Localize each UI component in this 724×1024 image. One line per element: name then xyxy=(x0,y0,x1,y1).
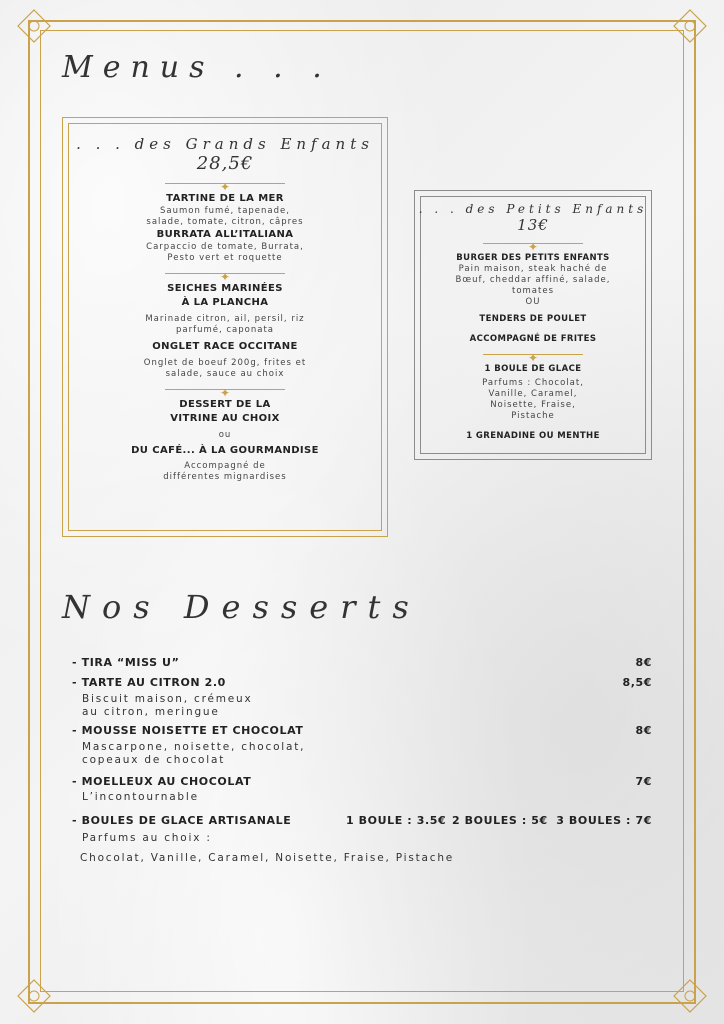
menu-item-name: ACCOMPAGNÉ DE FRITES xyxy=(469,334,597,344)
menu-item-desc: Saumon fumé, tapenade, xyxy=(160,206,290,216)
menu-item-desc: Pain maison, steak haché de xyxy=(458,264,608,274)
menu-item-name: VITRINE AU CHOIX xyxy=(170,413,280,424)
menu-item-name: TENDERS DE POULET xyxy=(479,314,587,324)
menu-item-name: DU CAFÉ... À LA GOURMANDISE xyxy=(131,445,319,456)
grands-title: . . . des Grands Enfants xyxy=(76,135,374,153)
menu-item-desc: Parfums : Chocolat, xyxy=(482,378,584,388)
dessert-name: - TIRA “MISS U” xyxy=(72,656,180,669)
corner-ornament-icon xyxy=(670,976,710,1016)
menu-item-name: BURGER DES PETITS ENFANTS xyxy=(456,253,610,263)
corner-ornament-icon xyxy=(14,976,54,1016)
menu-item-name: À LA PLANCHA xyxy=(181,297,269,308)
dessert-name: - TARTE AU CITRON 2.0 xyxy=(72,676,226,689)
menu-item-desc: Marinade citron, ail, persil, riz xyxy=(145,314,305,324)
corner-ornament-icon xyxy=(670,6,710,46)
menu-item-desc: Pistache xyxy=(511,411,555,421)
petits-title: . . . des Petits Enfants xyxy=(418,202,648,216)
menu-item-desc: différentes mignardises xyxy=(163,472,287,482)
menu-item-desc: salade, tomate, citron, câpres xyxy=(146,217,304,227)
menu-item-name: SEICHES MARINÉES xyxy=(167,283,283,294)
dessert-flavours: Chocolat, Vanille, Caramel, Noisette, Fraise, Pistache xyxy=(80,852,455,864)
dessert-price: 1 BOULE : 3.5€ xyxy=(346,814,447,827)
menu-item-desc: Noisette, Fraise, xyxy=(490,400,576,410)
dessert-row xyxy=(72,814,652,827)
petits-price: 13€ xyxy=(517,216,549,234)
dessert-price: 3 BOULES : 7€ xyxy=(556,814,652,827)
menu-item-desc: Onglet de boeuf 200g, frites et xyxy=(143,358,307,368)
menu-grands-enfants xyxy=(62,117,388,537)
menu-item-name: 1 GRENADINE OU MENTHE xyxy=(466,431,600,441)
dessert-row xyxy=(72,656,652,669)
dessert-desc: Mascarpone, noisette, chocolat, xyxy=(82,741,306,753)
menu-item-name: DESSERT DE LA xyxy=(179,399,271,410)
dessert-desc: L’incontournable xyxy=(82,791,199,803)
separator: ✦ xyxy=(165,382,285,396)
menu-item-name: 1 BOULE DE GLACE xyxy=(484,364,582,374)
menu-petits-enfants xyxy=(414,190,652,460)
menu-item-desc: Pesto vert et roquette xyxy=(167,253,283,263)
menu-or: OU xyxy=(525,297,541,307)
dessert-desc: au citron, meringue xyxy=(82,706,220,718)
menu-item-desc: Accompagné de xyxy=(184,461,266,471)
separator: ✦ xyxy=(483,236,583,250)
menu-item-desc: tomates xyxy=(511,286,554,296)
dessert-row xyxy=(72,724,652,737)
separator: ✦ xyxy=(483,347,583,361)
menu-item-name: TARTINE DE LA MER xyxy=(166,193,284,204)
menu-item-desc: salade, sauce au choix xyxy=(165,369,285,379)
dessert-price: 2 BOULES : 5€ xyxy=(452,814,548,827)
menu-item-desc: Vanille, Caramel, xyxy=(488,389,578,399)
dessert-desc: Parfums au choix : xyxy=(82,832,212,844)
dessert-name: - MOELLEUX AU CHOCOLAT xyxy=(72,775,252,788)
dessert-desc: copeaux de chocolat xyxy=(82,754,226,766)
desserts-title: Nos Desserts xyxy=(62,588,421,626)
dessert-price: 8,5€ xyxy=(622,676,652,689)
separator: ✦ xyxy=(165,176,285,190)
menu-item-desc: Carpaccio de tomate, Burrata, xyxy=(146,242,304,252)
dessert-name: - BOULES DE GLACE ARTISANALE xyxy=(72,814,292,827)
dessert-row xyxy=(72,676,652,689)
dessert-price: 8€ xyxy=(635,656,652,669)
menu-item-desc: Bœuf, cheddar affiné, salade, xyxy=(455,275,611,285)
page-title: Menus . . . xyxy=(62,50,332,85)
dessert-price: 7€ xyxy=(635,775,652,788)
dessert-row xyxy=(72,775,652,788)
menu-item-desc: parfumé, caponata xyxy=(175,325,274,335)
dessert-desc: Biscuit maison, crémeux xyxy=(82,693,253,705)
corner-ornament-icon xyxy=(14,6,54,46)
menu-item-name: ONGLET RACE OCCITANE xyxy=(152,341,298,352)
grands-price: 28,5€ xyxy=(196,153,254,174)
menu-or: ou xyxy=(218,430,232,440)
dessert-price: 8€ xyxy=(635,724,652,737)
separator: ✦ xyxy=(165,266,285,280)
dessert-name: - MOUSSE NOISETTE ET CHOCOLAT xyxy=(72,724,304,737)
menu-item-name: BURRATA ALL’ITALIANA xyxy=(156,229,294,240)
